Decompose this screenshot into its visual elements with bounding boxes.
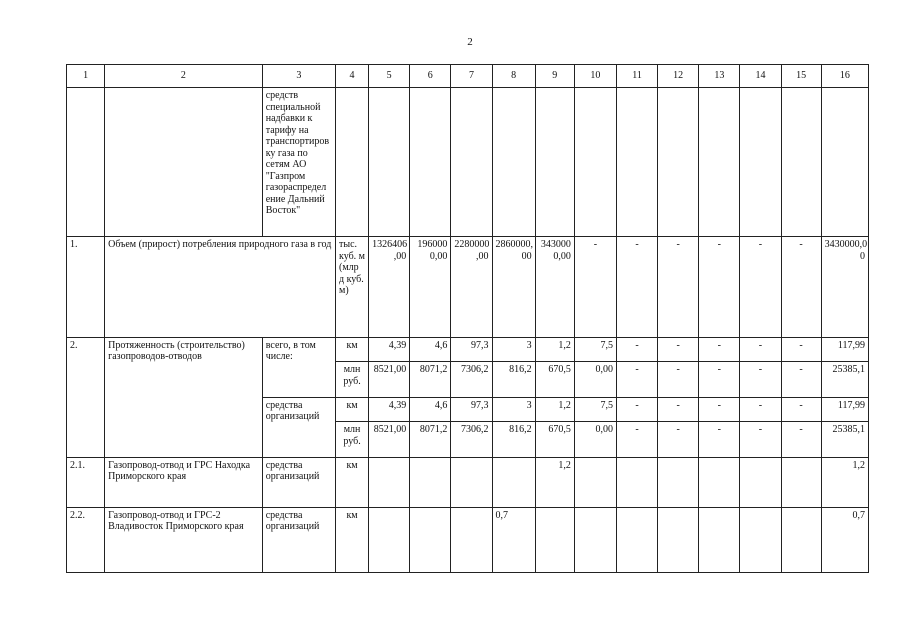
funding-source-cell: всего, в том числе: (262, 337, 335, 397)
funding-source-cell: средства организаций (262, 457, 335, 507)
dash-cell: - (658, 362, 699, 398)
dash-cell: - (781, 362, 821, 398)
value-cell: 7306,2 (451, 362, 492, 398)
header-cell: 8 (492, 65, 535, 88)
total-cell: 117,99 (821, 397, 868, 421)
header-cell: 3 (262, 65, 335, 88)
total-cell: 117,99 (821, 337, 868, 361)
dash-cell: - (699, 397, 740, 421)
unit-cell: тыс. куб. м (млр д куб. м) (335, 237, 368, 338)
indicator-name: Газопровод-отвод и ГРС-2 Владивосток Приморского края (105, 507, 263, 572)
dash-cell: - (616, 362, 657, 398)
value-cell: 0,00 (574, 422, 616, 458)
total-cell: 25385,1 (821, 422, 868, 458)
dash-cell: - (616, 337, 657, 361)
table-row (67, 88, 869, 237)
header-cell: 2 (105, 65, 263, 88)
value-cell: 4,6 (410, 397, 451, 421)
header-cell: 1 (67, 65, 105, 88)
value-cell: 8071,2 (410, 422, 451, 458)
value-cell: 7,5 (574, 397, 616, 421)
dash-cell: - (740, 362, 781, 398)
table-row (67, 457, 869, 507)
header-cell: 6 (410, 65, 451, 88)
value-cell: 1,2 (535, 337, 574, 361)
funding-source-cell: средства организаций (262, 507, 335, 572)
value-cell: 3 (492, 337, 535, 361)
value-cell: 8521,00 (369, 362, 410, 398)
row-number: 2.1. (67, 457, 105, 507)
header-cell: 5 (369, 65, 410, 88)
value-cell: 816,2 (492, 422, 535, 458)
row-number: 2. (67, 337, 105, 457)
header-cell: 11 (616, 65, 657, 88)
dash-cell: - (699, 362, 740, 398)
header-cell: 10 (574, 65, 616, 88)
indicator-name: Протяженность (строительство) газопроводов-отводов (105, 337, 263, 457)
value-cell: 4,6 (410, 337, 451, 361)
unit-cell: км (335, 397, 368, 421)
header-cell: 14 (740, 65, 781, 88)
value-cell: 1,2 (535, 397, 574, 421)
funding-source-cell: средств специальной надбавки к тарифу на транспортиров ку газа по сетям АО "Газпром газораспредел ение Дальний Восток" (262, 88, 335, 237)
value-cell: 0,00 (574, 362, 616, 398)
unit-cell: км (335, 337, 368, 361)
unit-cell: млн руб. (335, 362, 368, 398)
value-cell: 7306,2 (451, 422, 492, 458)
dash-cell: - (658, 237, 699, 338)
header-cell: 16 (821, 65, 868, 88)
dash-cell: - (699, 337, 740, 361)
value-cell: 2280000 ,00 (451, 237, 492, 338)
value-cell: 196000 0,00 (410, 237, 451, 338)
dash-cell: - (616, 422, 657, 458)
page-number: 2 (467, 36, 473, 48)
unit-cell: млн руб. (335, 422, 368, 458)
dash-cell: - (616, 237, 657, 338)
dash-cell: - (658, 422, 699, 458)
total-cell: 3430000,0 0 (821, 237, 868, 338)
unit-cell: км (335, 457, 368, 507)
header-cell: 15 (781, 65, 821, 88)
dash-cell: - (740, 337, 781, 361)
dash-cell: - (740, 422, 781, 458)
dash-cell: - (781, 397, 821, 421)
dash-cell: - (740, 237, 781, 338)
value-cell: 1,2 (535, 457, 574, 507)
dash-cell: - (699, 422, 740, 458)
dash-cell: - (658, 337, 699, 361)
value-cell: 7,5 (574, 337, 616, 361)
header-cell: 12 (658, 65, 699, 88)
dash-cell: - (740, 397, 781, 421)
dash-cell: - (781, 237, 821, 338)
table-row (67, 507, 869, 572)
value-cell: 670,5 (535, 362, 574, 398)
value-cell: 343000 0,00 (535, 237, 574, 338)
value-cell: 0,7 (492, 507, 535, 572)
dash-cell: - (781, 422, 821, 458)
dash-cell: - (781, 337, 821, 361)
header-cell: 9 (535, 65, 574, 88)
value-cell: 670,5 (535, 422, 574, 458)
value-cell: 97,3 (451, 397, 492, 421)
value-cell: 4,39 (369, 397, 410, 421)
dash-cell: - (699, 237, 740, 338)
value-cell: 3 (492, 397, 535, 421)
dash-cell: - (616, 397, 657, 421)
header-cell: 4 (335, 65, 368, 88)
funding-source-cell: средства организаций (262, 397, 335, 457)
data-table (66, 64, 869, 573)
unit-cell: км (335, 507, 368, 572)
row-number: 2.2. (67, 507, 105, 572)
value-cell: 1326406 ,00 (369, 237, 410, 338)
value-cell: 2860000, 00 (492, 237, 535, 338)
indicator-name: Объем (прирост) потребления природного газа в год (105, 237, 336, 338)
dash-cell: - (658, 397, 699, 421)
header-row (67, 65, 869, 88)
table-row (67, 237, 869, 338)
table-row (67, 337, 869, 361)
total-cell: 25385,1 (821, 362, 868, 398)
header-cell: 13 (699, 65, 740, 88)
value-cell: 97,3 (451, 337, 492, 361)
row-number: 1. (67, 237, 105, 338)
total-cell: 0,7 (821, 507, 868, 572)
value-cell: 816,2 (492, 362, 535, 398)
value-cell: 8521,00 (369, 422, 410, 458)
value-cell: 4,39 (369, 337, 410, 361)
dash-cell: - (574, 237, 616, 338)
header-cell: 7 (451, 65, 492, 88)
indicator-name: Газопровод-отвод и ГРС Находка Приморского края (105, 457, 263, 507)
total-cell: 1,2 (821, 457, 868, 507)
value-cell: 8071,2 (410, 362, 451, 398)
